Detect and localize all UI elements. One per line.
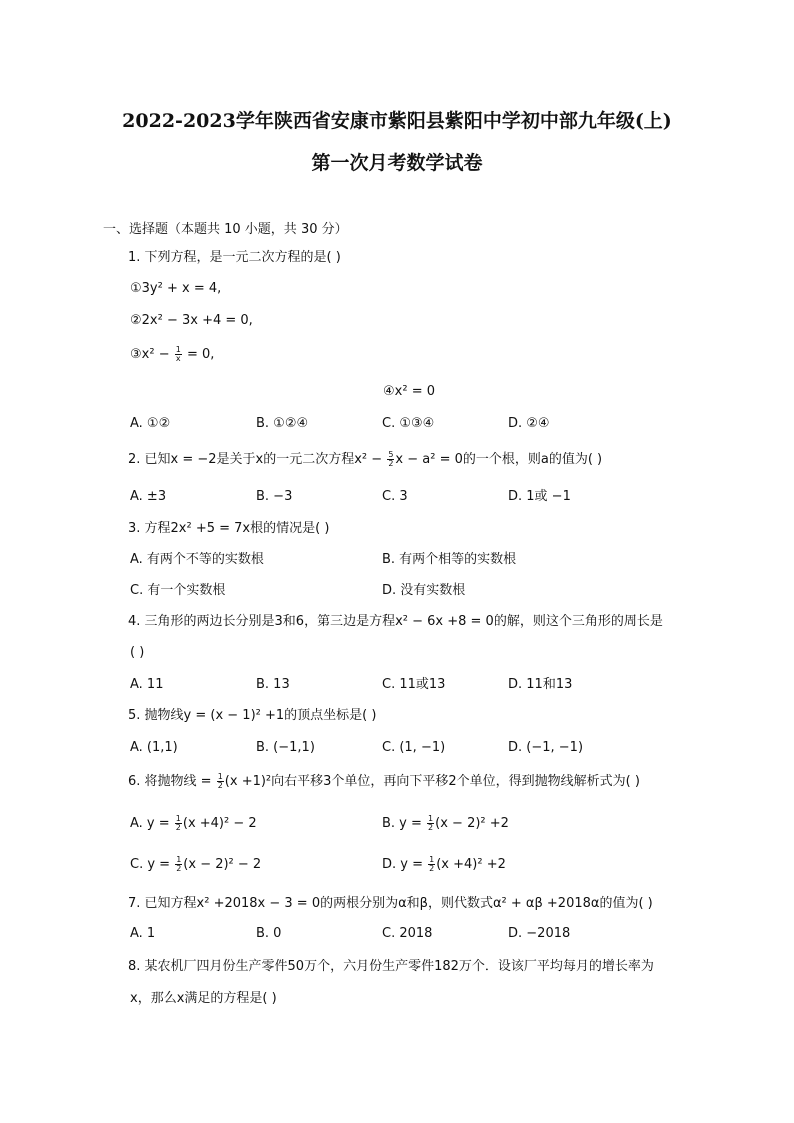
q1-stem: 1. 下列方程，是一元二次方程的是( ) [128, 250, 341, 265]
q4-option-d: D. 11和13 [508, 677, 573, 692]
q6-option-b-pre: B. y = [382, 816, 427, 831]
q5-option-d: D. (−1, −1) [508, 740, 584, 755]
q7-option-c: C. 2018 [382, 926, 433, 941]
q6-denominator: 2 [217, 781, 223, 790]
q6-option-d-denominator: 2 [429, 864, 435, 873]
q3-option-b: B. 有两个相等的实数根 [382, 552, 517, 567]
q6-option-b-post: (x − 2)² +2 [435, 816, 509, 831]
q2-denominator: 2 [388, 459, 394, 468]
q1-eq3-pre: ③x² − [130, 347, 174, 362]
q6-option-d-post: (x +4)² +2 [436, 857, 506, 872]
q4-option-c: C. 11或13 [382, 677, 446, 692]
q1-eq3-post: = 0, [182, 347, 215, 362]
q1-equation-4: ④x² = 0 [383, 384, 435, 399]
q7-option-d: D. −2018 [508, 926, 571, 941]
q7-stem: 7. 已知方程x² +2018x − 3 = 0的两根分别为α和β，则代数式α² + αβ +2018α的值为( ) [128, 896, 653, 911]
q6-stem-pre: 6. 将抛物线 = [128, 774, 216, 789]
q6-option-b-fraction [427, 815, 434, 832]
q6-stem [128, 773, 640, 791]
q6-option-a-fraction [175, 815, 182, 832]
q6-fraction [217, 773, 224, 790]
q6-option-a-denominator: 2 [175, 823, 181, 832]
q4-stem: 4. 三角形的两边长分别是3和6，第三边是方程x² − 6x +8 = 0的解，则这个三角形的周长是 [128, 614, 663, 629]
q3-option-d: D. 没有实数根 [382, 583, 466, 598]
q6-option-b-denominator: 2 [428, 823, 434, 832]
q2-option-b: B. −3 [256, 489, 293, 504]
q6-option-b [382, 815, 509, 833]
q1-option-c: C. ①③④ [382, 416, 435, 431]
q1-option-d: D. ②④ [508, 416, 550, 431]
q6-option-c-fraction [175, 856, 182, 873]
q7-option-b: B. 0 [256, 926, 282, 941]
q6-option-c-pre: C. y = [130, 857, 175, 872]
q5-option-c: C. (1, −1) [382, 740, 446, 755]
q6-option-d-numerator: 1 [429, 855, 435, 864]
q1-equation-1: ①3y² + x = 4, [130, 281, 222, 296]
exam-title-line2: 第一次月考数学试卷 [311, 152, 483, 174]
q6-option-c-post: (x − 2)² − 2 [183, 857, 262, 872]
q2-numerator: 5 [388, 450, 394, 459]
q1-eq3-fraction [175, 346, 182, 363]
q6-option-a-numerator: 1 [175, 814, 181, 823]
q6-option-c-numerator: 1 [176, 855, 182, 864]
q1-option-a: A. ①② [130, 416, 171, 431]
q2-option-c: C. 3 [382, 489, 408, 504]
q5-option-b: B. (−1,1) [256, 740, 315, 755]
q2-fraction [387, 451, 394, 468]
q2-stem-pre: 2. 已知x = −2是关于x的一元二次方程x² − [128, 452, 387, 467]
section-heading: 一、选择题（本题共 10 小题，共 30 分） [103, 222, 348, 237]
q6-option-d [382, 856, 506, 874]
q3-option-a: A. 有两个不等的实数根 [130, 552, 264, 567]
q1-option-b: B. ①②④ [256, 416, 309, 431]
q3-option-c: C. 有一个实数根 [130, 583, 226, 598]
q2-option-d: D. 1或 −1 [508, 489, 571, 504]
q6-option-b-numerator: 1 [428, 814, 434, 823]
exam-title-line1: 2022-2023学年陕西省安康市紫阳县紫阳中学初中部九年级(上) [122, 110, 672, 132]
q6-option-c-denominator: 2 [176, 864, 182, 873]
q6-option-c [130, 856, 261, 874]
q8-stem: 8. 某农机厂四月份生产零件50万个，六月份生产零件182万个．设该厂平均每月的增长率为 [128, 959, 654, 974]
q2-stem-post: x − a² = 0的一个根，则a的值为( ) [395, 452, 603, 467]
q1-equation-2: ②2x² − 3x +4 = 0, [130, 313, 253, 328]
q6-option-a-post: (x +4)² − 2 [182, 816, 257, 831]
q7-option-a: A. 1 [130, 926, 156, 941]
q8-stem-continued: x，那么x满足的方程是( ) [130, 991, 277, 1006]
q1-eq3-denominator: x [175, 354, 181, 363]
q4-option-a: A. 11 [130, 677, 164, 692]
q5-option-a: A. (1,1) [130, 740, 178, 755]
q4-stem-continued: ( ) [130, 645, 145, 660]
q2-option-a: A. ±3 [130, 489, 167, 504]
q3-stem: 3. 方程2x² +5 = 7x根的情况是( ) [128, 521, 330, 536]
q6-option-a [130, 815, 257, 833]
q6-stem-post: (x +1)²向右平移3个单位，再向下平移2个单位，得到抛物线解析式为( ) [224, 774, 640, 789]
q6-option-d-pre: D. y = [382, 857, 428, 872]
q2-stem [128, 451, 602, 469]
q6-numerator: 1 [217, 772, 223, 781]
q6-option-a-pre: A. y = [130, 816, 174, 831]
q5-stem: 5. 抛物线y = (x − 1)² +1的顶点坐标是( ) [128, 708, 377, 723]
q4-option-b: B. 13 [256, 677, 290, 692]
q1-eq3-numerator: 1 [175, 345, 181, 354]
q6-option-d-fraction [428, 856, 435, 873]
q1-equation-3 [130, 346, 214, 364]
